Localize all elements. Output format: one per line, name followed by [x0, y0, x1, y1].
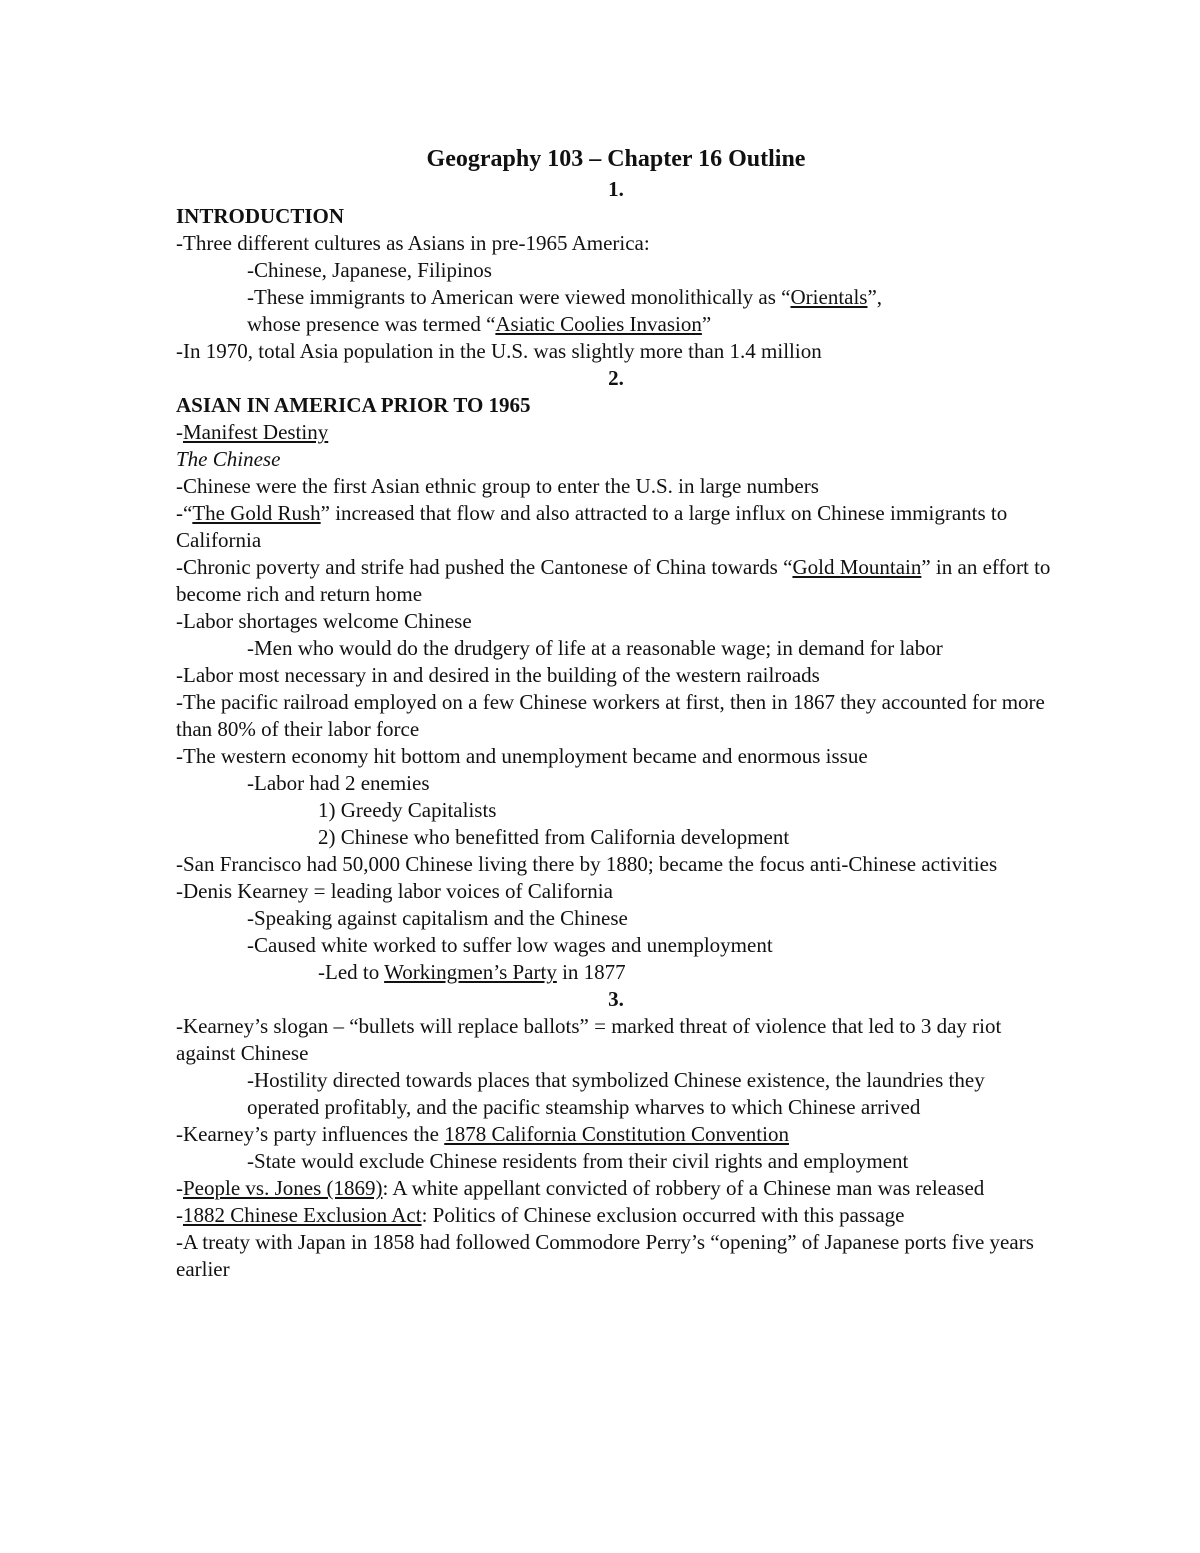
text-run: -Led to — [318, 960, 385, 984]
outline-line: -Hostility directed towards places that symbolized Chinese existence, the laundries they operated profitably, and the pacific steamship wharves to which Chinese arrived — [247, 1068, 985, 1119]
outline-line: -A treaty with Japan in 1858 had followed Commodore Perry’s “opening” of Japanese ports five years earlier — [176, 1230, 1034, 1281]
underlined-term: 1878 California Constitution Convention — [444, 1122, 789, 1146]
text-run: -Kearney’s party influences the — [176, 1122, 445, 1146]
outline-line: -Kearney’s slogan – “bullets will replace ballots” = marked threat of violence that led to 3 day riot against Chinese — [176, 1014, 1002, 1065]
underlined-term: Gold Mountain — [792, 555, 922, 579]
underlined-term: Workingmen’s Party — [384, 960, 557, 984]
outline-line — [176, 1202, 1056, 1229]
outline-line: -Caused white worked to suffer low wages and unemployment — [247, 933, 773, 957]
outline-line — [176, 959, 1056, 986]
outline-line: -San Francisco had 50,000 Chinese living there by 1880; became the focus anti-Chinese activities — [176, 852, 998, 876]
underlined-term: Asiatic Coolies Invasion — [495, 312, 702, 336]
outline-line — [176, 554, 1056, 608]
outline-line — [176, 500, 1056, 554]
outline-line: -In 1970, total Asia population in the U.S. was slightly more than 1.4 million — [176, 339, 822, 363]
text-run: in 1877 — [556, 960, 626, 984]
outline-line: -Chinese, Japanese, Filipinos — [247, 258, 492, 282]
outline-line — [176, 1175, 1056, 1202]
outline-line: -Speaking against capitalism and the Chinese — [247, 906, 628, 930]
outline-line — [176, 311, 1056, 338]
outline-line — [176, 1121, 1056, 1148]
section-number-3: 3. — [608, 987, 624, 1011]
subheading-the-chinese: The Chinese — [176, 447, 281, 471]
underlined-term: The Gold Rush — [192, 501, 321, 525]
section-number-1: 1. — [608, 177, 624, 201]
outline-line — [176, 419, 1056, 446]
outline-line — [176, 284, 1056, 311]
outline-line: -Men who would do the drudgery of life at a reasonable wage; in demand for labor — [247, 636, 943, 660]
text-run: : A white appellant convicted of robbery of a Chinese man was released — [382, 1176, 985, 1200]
outline-line: -The pacific railroad employed on a few Chinese workers at first, then in 1867 they accounted for more than 80% of their labor force — [176, 690, 1045, 741]
outline-line: -Labor shortages welcome Chinese — [176, 609, 472, 633]
outline-line: 1) Greedy Capitalists — [318, 798, 497, 822]
outline-line: -Labor had 2 enemies — [247, 771, 430, 795]
outline-line: -Three different cultures as Asians in pre-1965 America: — [176, 231, 650, 255]
outline-line: -Chinese were the first Asian ethnic group to enter the U.S. in large numbers — [176, 474, 819, 498]
text-run: - — [176, 420, 183, 444]
outline-line: -The western economy hit bottom and unemployment became and enormous issue — [176, 744, 868, 768]
text-run: ” increased that flow and also attracted to a large influx on Chinese immigrants to California — [176, 501, 1008, 552]
underlined-term: Manifest Destiny — [183, 420, 329, 444]
outline-line: -State would exclude Chinese residents from their civil rights and employment — [247, 1149, 909, 1173]
text-run: -“ — [176, 501, 193, 525]
section-heading-introduction: INTRODUCTION — [176, 204, 345, 228]
outline-line: -Denis Kearney = leading labor voices of California — [176, 879, 613, 903]
text-run: - — [176, 1203, 183, 1227]
text-run: -These immigrants to American were viewed monolithically as “ — [247, 285, 791, 309]
outline-line: -Labor most necessary in and desired in the building of the western railroads — [176, 663, 820, 687]
text-run: ” — [701, 312, 712, 336]
underlined-term: 1882 Chinese Exclusion Act — [183, 1203, 422, 1227]
text-run: ” in an effort to become rich and return home — [176, 555, 1051, 606]
underlined-term: Orientals — [790, 285, 868, 309]
outline-line: 2) Chinese who benefitted from California development — [318, 825, 790, 849]
outline-content — [176, 144, 1056, 1283]
text-run: -Chronic poverty and strife had pushed the Cantonese of China towards “ — [176, 555, 793, 579]
text-run: : Politics of Chinese exclusion occurred with this passage — [421, 1203, 905, 1227]
text-run: - — [176, 1176, 183, 1200]
underlined-term: People vs. Jones (1869) — [183, 1176, 383, 1200]
section-heading-asian-in-america: ASIAN IN AMERICA PRIOR TO 1965 — [176, 393, 531, 417]
page-title: Geography 103 – Chapter 16 Outline — [426, 146, 806, 172]
text-run: ”, — [867, 285, 883, 309]
text-run: whose presence was termed “ — [247, 312, 496, 336]
section-number-2: 2. — [608, 366, 624, 390]
